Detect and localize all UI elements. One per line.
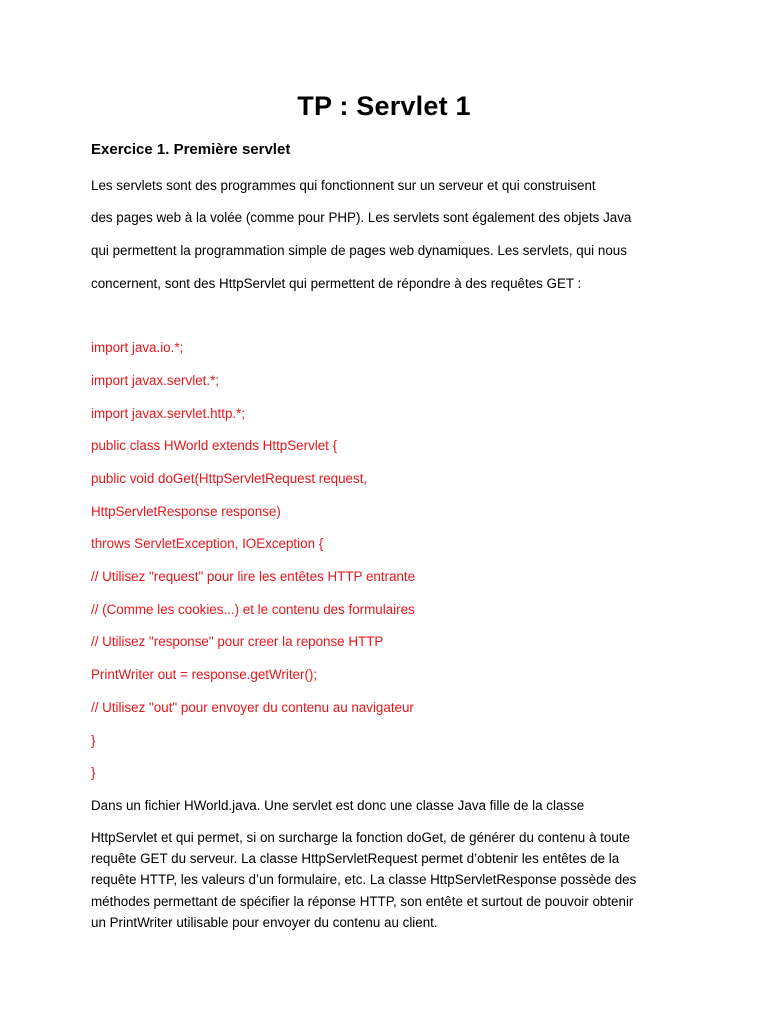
intro-line: des pages web à la volée (comme pour PHP). Les servlets sont également des objets Java [91, 210, 632, 225]
page-title: TP : Servlet 1 [297, 91, 471, 121]
paragraph-line: méthodes permettant de spécifier la réponse HTTP, son entête et surtout de pouvoir obtenir [91, 893, 634, 909]
paragraph-line: un PrintWriter utilisable pour envoyer du contenu au client. [91, 914, 438, 930]
intro-line: Les servlets sont des programmes qui fonctionnent sur un serveur et qui construisent [91, 178, 596, 193]
code-line: import javax.servlet.*; [91, 373, 219, 388]
code-line: import javax.servlet.http.*; [91, 406, 246, 421]
code-line: public class HWorld extends HttpServlet { [91, 438, 338, 453]
code-line: import java.io.*; [91, 340, 184, 355]
code-comment-line: // Utilisez "response" pour creer la reponse HTTP [91, 634, 384, 649]
intro-line: concernent, sont des HttpServlet qui permettent de répondre à des requêtes GET : [91, 276, 582, 291]
paragraph-line: HttpServlet et qui permet, si on surcharge la fonction doGet, de générer du contenu à toute [91, 830, 630, 845]
code-comment-line: // (Comme les cookies...) et le contenu des formulaires [91, 602, 415, 617]
code-closing-brace: } [91, 733, 96, 748]
code-comment-line: // Utilisez "request" pour lire les entêtes HTTP entrante [91, 569, 416, 584]
exercise-heading: Exercice 1. Première servlet [91, 141, 291, 158]
code-line: throws ServletException, IOException { [91, 536, 324, 551]
paragraph-line: requête GET du serveur. La classe HttpServletRequest permet d’obtenir les entêtes de la [91, 851, 620, 867]
code-closing-brace: } [91, 765, 96, 780]
code-line: HttpServletResponse response) [91, 504, 281, 519]
code-line: PrintWriter out = response.getWriter(); [91, 667, 318, 682]
code-comment-line: // Utilisez "out" pour envoyer du contenu au navigateur [91, 700, 414, 715]
code-line: public void doGet(HttpServletRequest request, [91, 471, 368, 486]
paragraph-line: requête HTTP, les valeurs d’un formulaire, etc. La classe HttpServletResponse possède des [91, 872, 637, 888]
after-code-line: Dans un fichier HWorld.java. Une servlet est donc une classe Java fille de la classe [91, 798, 585, 813]
intro-line: qui permettent la programmation simple de pages web dynamiques. Les servlets, qui nous [91, 243, 627, 258]
final-paragraph [91, 827, 691, 933]
